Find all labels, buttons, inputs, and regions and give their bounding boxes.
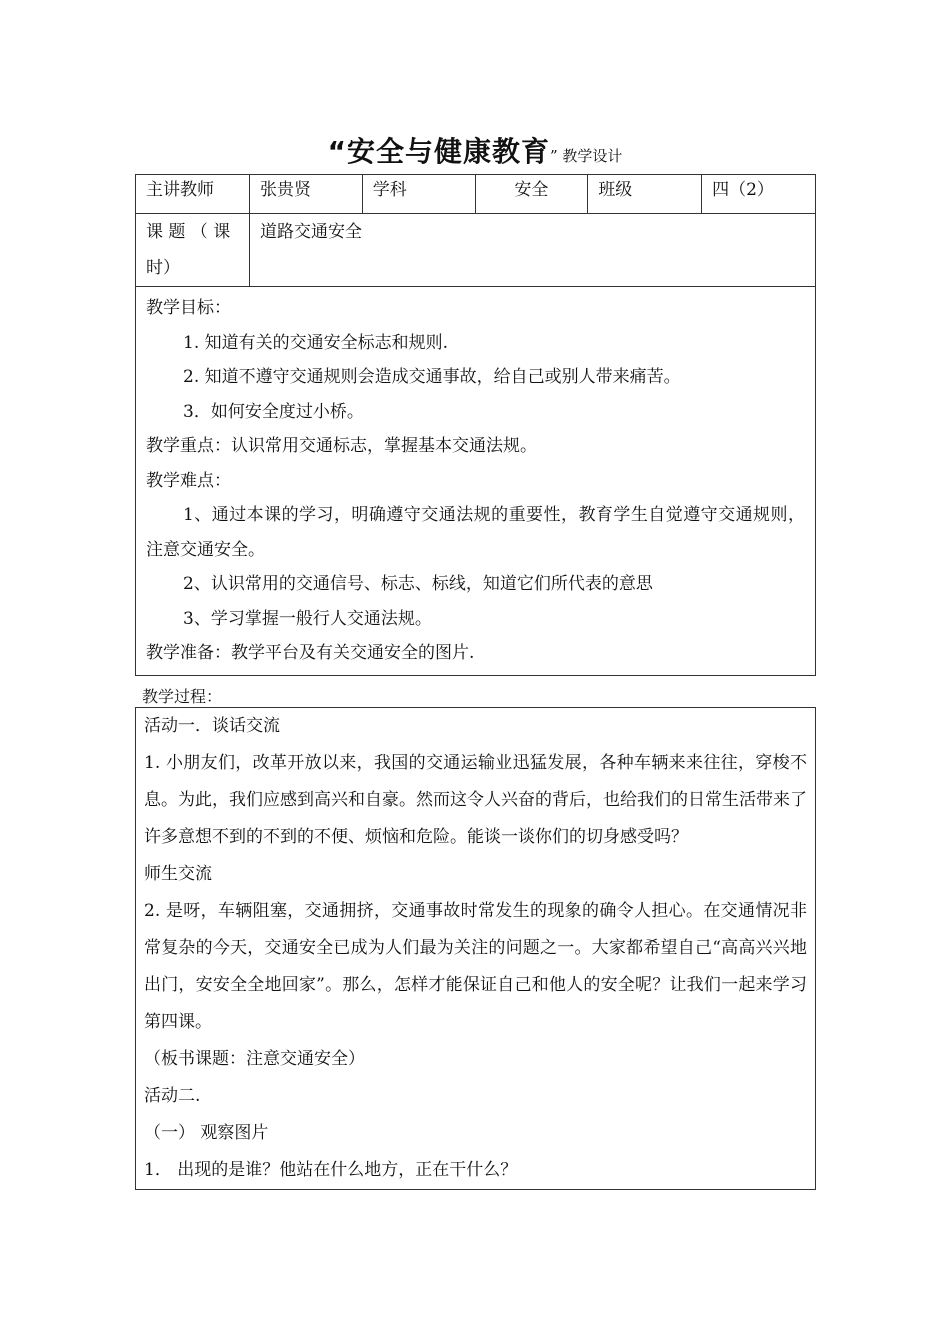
process-row: [136, 708, 816, 1190]
topic-label-line2: 时）: [146, 258, 180, 278]
preparation: 教学准备：教学平台及有关交通安全的图片.: [146, 643, 475, 663]
topic-row: [136, 214, 816, 287]
process-line: 1. 小朋友们，改革开放以来，我国的交通运输业迅猛发展，各种车辆来来往往，穿梭不息。为此，我们应感到高兴和自豪。然而这令人兴奋的背后，也给我们的日常生活带来了许多意想不到的不到的不便、烦恼和危险。能谈一谈你们的切身感受吗？: [144, 753, 807, 847]
objective-item: 3．如何安全度过小桥。: [183, 401, 364, 422]
difficulty-item: 3、学习掌握一般行人交通法规。: [183, 608, 432, 629]
info-row: [136, 175, 816, 214]
process-line: 活动一．谈话交流: [144, 716, 280, 736]
difficulty-item: 1、通过本课的学习，明确遵守交通法规的重要性，教育学生自觉遵守交通规则，注意交通安全。: [146, 505, 805, 560]
title-main: “安全与健康教育: [327, 135, 550, 168]
class-label: 班级: [588, 175, 702, 214]
topic-label-line1: 课 题 （ 课: [146, 222, 231, 242]
process-line: 2. 是呀，车辆阻塞，交通拥挤，交通事故时常发生的现象的确令人担心。在交通情况非常复杂的今天，交通安全已成为人们最为关注的问题之一。大家都希望自己“高高兴兴地出门，安安全全地回家”。那么，怎样才能保证自己和他人的安全呢？让我们一起来学习第四课。: [144, 901, 807, 1032]
process-table: [135, 707, 816, 1190]
process-line: 1． 出现的是谁？他站在什么地方，正在干什么？: [144, 1160, 518, 1180]
process-line: 师生交流: [144, 864, 212, 884]
subject-label: 学科: [362, 175, 475, 214]
teacher-label: 主讲教师: [136, 175, 250, 214]
difficulties-heading: 教学难点：: [146, 470, 231, 491]
document-title: [0, 130, 950, 170]
class-value: 四（2）: [702, 175, 816, 214]
difficulty-item: 2、认识常用的交通信号、标志、标线，知道它们所代表的意思: [183, 574, 653, 594]
objective-item: 1. 知道有关的交通安全标志和规则.: [183, 332, 449, 353]
process-line: （板书课题：注意交通安全）: [144, 1049, 365, 1069]
objectives-heading: 教学目标：: [146, 298, 231, 318]
objectives-cell: [136, 287, 816, 676]
process-line: 活动二.: [144, 1086, 201, 1106]
process-line: （一） 观察图片: [144, 1123, 269, 1143]
key-points: 教学重点：认识常用交通标志，掌握基本交通法规。: [146, 436, 537, 456]
info-table: [135, 174, 816, 676]
process-cell: [136, 708, 816, 1190]
topic-value: 道路交通安全: [249, 214, 815, 287]
title-sub: ” 教学设计: [549, 147, 623, 165]
objectives-row: [136, 287, 816, 676]
subject-value: 安全: [475, 175, 588, 214]
topic-label: [136, 214, 250, 287]
teacher-value: 张贵贤: [249, 175, 362, 214]
process-label: 教学过程：: [142, 687, 223, 706]
objective-item: 2. 知道不遵守交通规则会造成交通事故，给自己或别人带来痛苦。: [183, 367, 681, 387]
